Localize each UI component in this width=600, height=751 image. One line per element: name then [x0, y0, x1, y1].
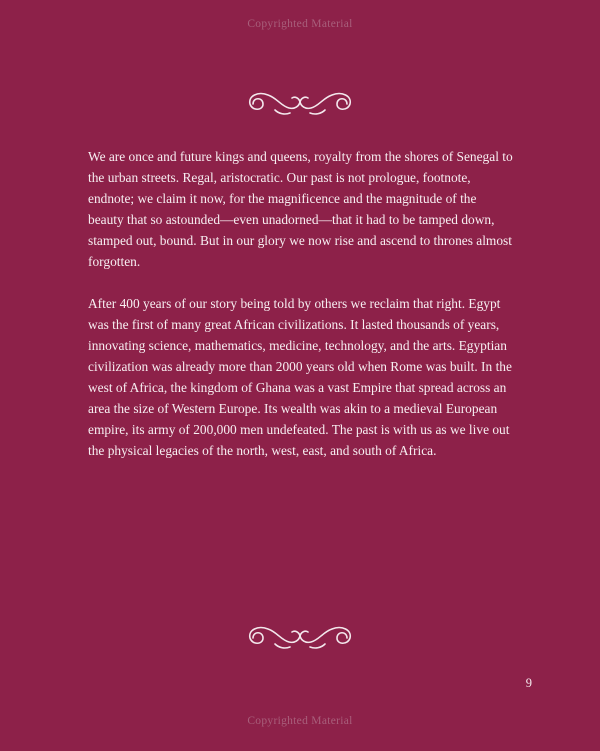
paragraph-2: After 400 years of our story being told by others we reclaim that right. Egypt was the first of many great African civilizations. It lasted thousands of years, innovating science, mathematics, medicine, technology, and the arts. Egyptian civilization was already more than 2000 years old when Rome was built. In the west of Africa, the kingdom of Ghana was a vast Empire that spread across an area the size of Western Europe. Its wealth was akin to a medieval European empire, its army of 200,000 men undefeated. The past is with us as we live out the physical legacies of the north, west, east, and south of Africa.: [88, 296, 512, 458]
flourish-ornament-bottom: [0, 620, 600, 660]
copyright-watermark-top: Copyrighted Material: [247, 18, 353, 30]
page-body-text: [88, 146, 514, 461]
paragraph-1: We are once and future kings and queens, royalty from the shores of Senegal to the urban streets. Regal, aristocratic. Our past is not prologue, footnote, endnote; we claim it now, for the magnificence and the magnitude of the beauty that so astounded—even unadorned—that it had to be tamped down, stamped out, bound. But in our glory we now rise and ascend to thrones almost forgotten.: [88, 149, 513, 269]
copyright-watermark-bottom: Copyrighted Material: [247, 715, 353, 727]
page-number: 9: [525, 676, 532, 690]
flourish-ornament-top: [0, 86, 600, 126]
